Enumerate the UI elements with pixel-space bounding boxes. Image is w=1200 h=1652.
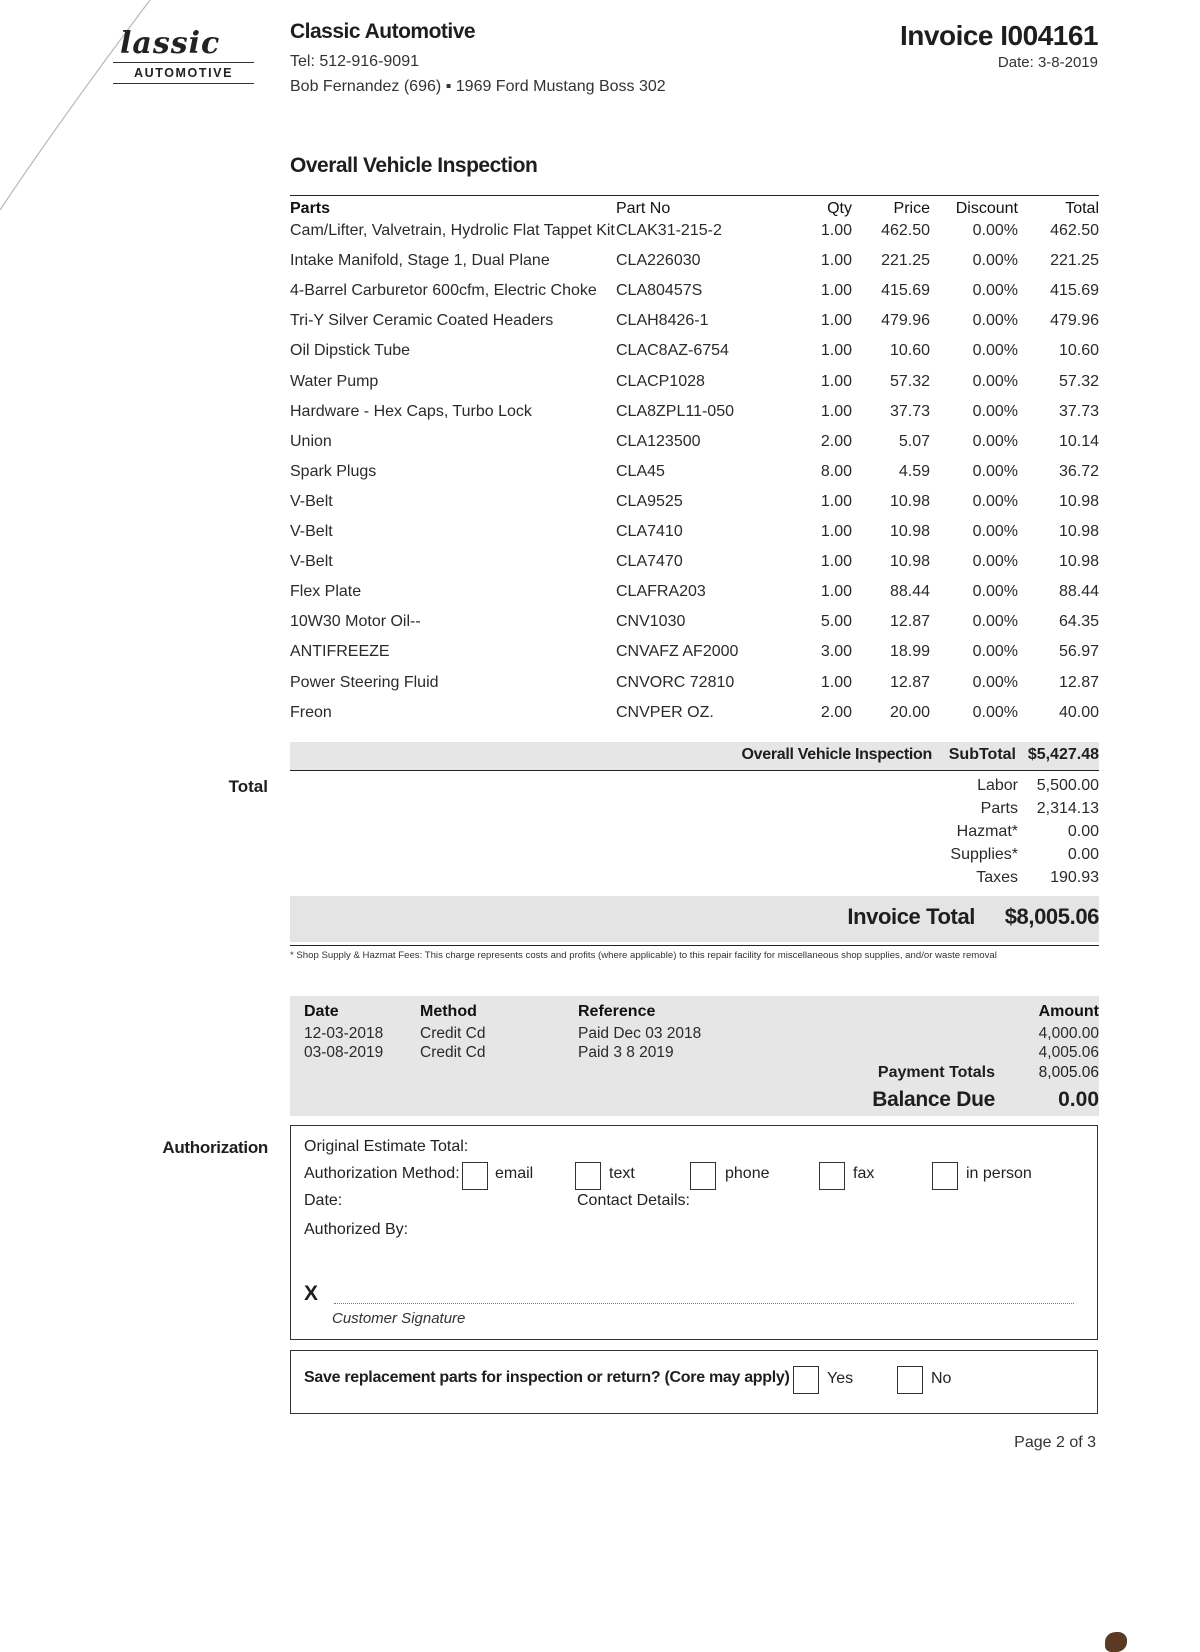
part-price: 18.99 (889, 643, 930, 661)
part-discount: 0.00% (972, 673, 1018, 691)
part-total: 36.72 (1058, 462, 1099, 480)
section-title: Overall Vehicle Inspection (290, 154, 538, 177)
pay-row-reference: Paid 3 8 2019 (578, 1044, 674, 1061)
phone-option-label: phone (725, 1165, 770, 1182)
part-total: 415.69 (1050, 282, 1099, 300)
part-total: 479.96 (1050, 312, 1099, 330)
part-qty: 1.00 (820, 583, 852, 601)
pay-row-amount: 4,005.06 (1038, 1044, 1099, 1061)
pay-header-reference: Reference (578, 1003, 656, 1020)
part-price: 57.32 (889, 372, 930, 390)
authorization-date-label: Date: (304, 1192, 343, 1209)
logo-script: lassic (120, 26, 221, 61)
part-discount: 0.00% (972, 613, 1018, 631)
part-discount: 0.00% (972, 553, 1018, 571)
part-discount: 0.00% (972, 312, 1018, 330)
part-discount: 0.00% (972, 583, 1018, 601)
authorized-by-label: Authorized By: (304, 1221, 409, 1238)
taxes-label: Taxes (976, 869, 1018, 886)
page-number: Page 2 of 3 (1014, 1434, 1096, 1451)
part-number: CNVAFZ AF2000 (616, 643, 739, 661)
part-total: 10.60 (1058, 342, 1099, 360)
fee-footnote: * Shop Supply & Hazmat Fees: This charge represents costs and profits (where applicable) to this repair facility for miscellaneous shop supplies, and/or waste removal (290, 950, 997, 961)
part-name: Spark Plugs (290, 462, 377, 480)
part-qty: 2.00 (820, 703, 852, 721)
pay-row-method: Credit Cd (420, 1025, 486, 1042)
invoice-title: Invoice I004161 (900, 20, 1098, 51)
logo-rule-bottom (113, 83, 254, 84)
part-number: CNVORC 72810 (616, 673, 735, 691)
part-price: 37.73 (889, 402, 930, 420)
text-option-label: text (609, 1165, 635, 1182)
part-discount: 0.00% (972, 432, 1018, 450)
part-number: CLA7410 (616, 523, 683, 540)
subtotal-section-name: Overall Vehicle Inspection (741, 746, 932, 763)
part-total: 221.25 (1050, 252, 1099, 270)
signature-line[interactable] (334, 1303, 1074, 1304)
part-total: 10.98 (1058, 492, 1099, 510)
taxes-value: 190.93 (1050, 869, 1099, 886)
labor-value: 5,500.00 (1036, 777, 1099, 794)
part-total: 64.35 (1058, 613, 1099, 631)
part-price: 88.44 (889, 583, 930, 601)
subtotal-label: SubTotal (948, 746, 1016, 763)
part-qty: 1.00 (820, 312, 852, 330)
pay-row-method: Credit Cd (420, 1044, 486, 1061)
part-discount: 0.00% (972, 282, 1018, 300)
contact-details-label: Contact Details: (577, 1192, 690, 1209)
payment-totals-label: Payment Totals (877, 1064, 995, 1081)
col-header-total: Total (1065, 200, 1099, 217)
supplies-label: Supplies* (950, 846, 1018, 863)
invoice-total-band (290, 896, 1099, 942)
part-qty: 1.00 (820, 252, 852, 270)
part-discount: 0.00% (972, 252, 1018, 270)
invoice-total-rule (290, 945, 1099, 946)
part-discount: 0.00% (972, 372, 1018, 390)
part-total: 10.98 (1058, 523, 1099, 540)
part-qty: 2.00 (820, 432, 852, 450)
part-total: 40.00 (1058, 703, 1099, 721)
invoice-date: Date: 3-8-2019 (997, 54, 1098, 71)
part-name: 10W30 Motor Oil-- (290, 613, 421, 631)
fax-checkbox[interactable] (819, 1162, 845, 1190)
yes-checkbox[interactable] (793, 1366, 819, 1394)
col-header-part-no: Part No (616, 200, 671, 217)
authorization-side-label: Authorization (162, 1138, 268, 1157)
part-price: 479.96 (881, 312, 930, 330)
no-option-label: No (931, 1370, 952, 1387)
part-name: Tri-Y Silver Ceramic Coated Headers (290, 312, 554, 330)
customer-vehicle: Bob Fernandez (696) ▪ 1969 Ford Mustang Boss 302 (290, 78, 666, 95)
pay-header-amount: Amount (1038, 1003, 1099, 1020)
part-name: 4-Barrel Carburetor 600cfm, Electric Choke (290, 282, 597, 300)
part-price: 221.25 (881, 252, 930, 270)
part-number: CLA45 (616, 462, 665, 480)
part-name: ANTIFREEZE (290, 643, 390, 661)
part-price: 12.87 (889, 673, 930, 691)
email-option-label: email (495, 1165, 534, 1182)
supplies-value: 0.00 (1067, 846, 1099, 863)
invoice-total-label: Invoice Total (847, 904, 975, 929)
part-qty: 1.00 (820, 222, 852, 239)
email-checkbox[interactable] (462, 1162, 488, 1190)
part-number: CLAC8AZ-6754 (616, 342, 729, 360)
part-discount: 0.00% (972, 402, 1018, 420)
scan-stain-mark (1105, 1632, 1127, 1652)
part-number: CLA80457S (616, 282, 703, 300)
text-checkbox[interactable] (575, 1162, 601, 1190)
part-name: Power Steering Fluid (290, 673, 439, 691)
logo-rule (113, 62, 254, 63)
part-price: 10.60 (889, 342, 930, 360)
part-name: Union (290, 432, 332, 450)
part-number: CLACP1028 (616, 372, 705, 390)
pay-row-date: 12-03-2018 (304, 1025, 384, 1042)
payment-totals-value: 8,005.06 (1038, 1064, 1099, 1081)
original-estimate-label: Original Estimate Total: (304, 1138, 469, 1155)
customer-signature-label: Customer Signature (332, 1310, 466, 1327)
part-name: Flex Plate (290, 583, 362, 601)
part-qty: 8.00 (820, 462, 852, 480)
part-number: CLAFRA203 (616, 583, 706, 601)
signature-x-mark: X (304, 1282, 319, 1305)
part-name: Intake Manifold, Stage 1, Dual Plane (290, 252, 550, 270)
part-qty: 1.00 (820, 523, 852, 540)
yes-option-label: Yes (827, 1370, 854, 1387)
subtotal-rule (290, 770, 1099, 771)
part-total: 462.50 (1050, 222, 1099, 239)
shop-phone: Tel: 512-916-9091 (290, 53, 419, 70)
part-qty: 1.00 (820, 342, 852, 360)
balance-due-label: Balance Due (872, 1088, 995, 1111)
part-qty: 1.00 (820, 372, 852, 390)
part-number: CLAK31-215-2 (616, 222, 722, 239)
col-header-parts: Parts (290, 200, 331, 217)
hazmat-label: Hazmat* (956, 823, 1018, 840)
save-parts-question: Save replacement parts for inspection or return? (Core may apply) (304, 1369, 790, 1386)
part-qty: 3.00 (820, 643, 852, 661)
part-price: 5.07 (898, 432, 930, 450)
section-rule (290, 195, 1099, 196)
col-header-price: Price (893, 200, 930, 217)
authorization-box (290, 1125, 1098, 1340)
part-price: 20.00 (889, 703, 930, 721)
part-total: 57.32 (1058, 372, 1099, 390)
part-discount: 0.00% (972, 703, 1018, 721)
part-price: 10.98 (889, 492, 930, 510)
pay-row-date: 03-08-2019 (304, 1044, 384, 1061)
part-price: 462.50 (881, 222, 930, 239)
part-price: 12.87 (889, 613, 930, 631)
part-number: CLAH8426-1 (616, 312, 709, 330)
part-total: 88.44 (1058, 583, 1099, 601)
part-number: CLA8ZPL11-050 (616, 402, 734, 420)
part-number: CLA226030 (616, 252, 701, 270)
in-person-option-label: in person (966, 1165, 1032, 1182)
part-qty: 1.00 (820, 492, 852, 510)
col-header-discount: Discount (955, 200, 1018, 217)
part-name: Freon (290, 703, 332, 721)
part-qty: 5.00 (820, 613, 852, 631)
part-total: 10.98 (1058, 553, 1099, 571)
part-name: Water Pump (290, 372, 379, 390)
part-name: Hardware - Hex Caps, Turbo Lock (290, 402, 532, 420)
parts-value: 2,314.13 (1036, 800, 1099, 817)
col-header-qty: Qty (827, 200, 852, 217)
part-total: 37.73 (1058, 402, 1099, 420)
total-side-label: Total (228, 777, 268, 796)
hazmat-value: 0.00 (1067, 823, 1099, 840)
part-price: 10.98 (889, 523, 930, 540)
part-name: V-Belt (290, 523, 333, 540)
part-number: CLA123500 (616, 432, 701, 450)
part-discount: 0.00% (972, 222, 1018, 239)
part-number: CLA9525 (616, 492, 683, 510)
part-discount: 0.00% (972, 492, 1018, 510)
parts-label: Parts (980, 800, 1018, 817)
part-name: V-Belt (290, 553, 333, 571)
subtotal-value: $5,427.48 (1027, 746, 1099, 763)
pay-row-reference: Paid Dec 03 2018 (578, 1025, 702, 1042)
part-discount: 0.00% (972, 462, 1018, 480)
in-person-checkbox[interactable] (932, 1162, 958, 1190)
part-number: CLA7470 (616, 553, 683, 571)
pay-header-date: Date (304, 1003, 339, 1020)
part-discount: 0.00% (972, 523, 1018, 540)
part-qty: 1.00 (820, 553, 852, 571)
shop-name: Classic Automotive (290, 20, 476, 43)
authorization-method-label: Authorization Method: (304, 1165, 460, 1182)
part-discount: 0.00% (972, 643, 1018, 661)
fax-option-label: fax (853, 1165, 875, 1182)
part-name: V-Belt (290, 492, 333, 510)
part-total: 56.97 (1058, 643, 1099, 661)
part-total: 12.87 (1058, 673, 1099, 691)
part-name: Cam/Lifter, Valvetrain, Hydrolic Flat Tappet Kit (290, 222, 615, 239)
part-qty: 1.00 (820, 282, 852, 300)
part-price: 4.59 (898, 462, 930, 480)
part-number: CNVPER OZ. (616, 703, 714, 721)
part-total: 10.14 (1058, 432, 1099, 450)
part-price: 415.69 (881, 282, 930, 300)
invoice-total-value: $8,005.06 (1004, 904, 1099, 929)
part-discount: 0.00% (972, 342, 1018, 360)
pay-row-amount: 4,000.00 (1038, 1025, 1099, 1042)
labor-label: Labor (977, 777, 1018, 794)
balance-due-value: 0.00 (1058, 1088, 1099, 1111)
part-qty: 1.00 (820, 673, 852, 691)
part-qty: 1.00 (820, 402, 852, 420)
no-checkbox[interactable] (897, 1366, 923, 1394)
part-price: 10.98 (889, 553, 930, 571)
pay-header-method: Method (420, 1003, 477, 1020)
part-number: CNV1030 (616, 613, 686, 631)
part-name: Oil Dipstick Tube (290, 342, 411, 360)
phone-checkbox[interactable] (690, 1162, 716, 1190)
logo-wordmark: AUTOMOTIVE (133, 66, 234, 80)
